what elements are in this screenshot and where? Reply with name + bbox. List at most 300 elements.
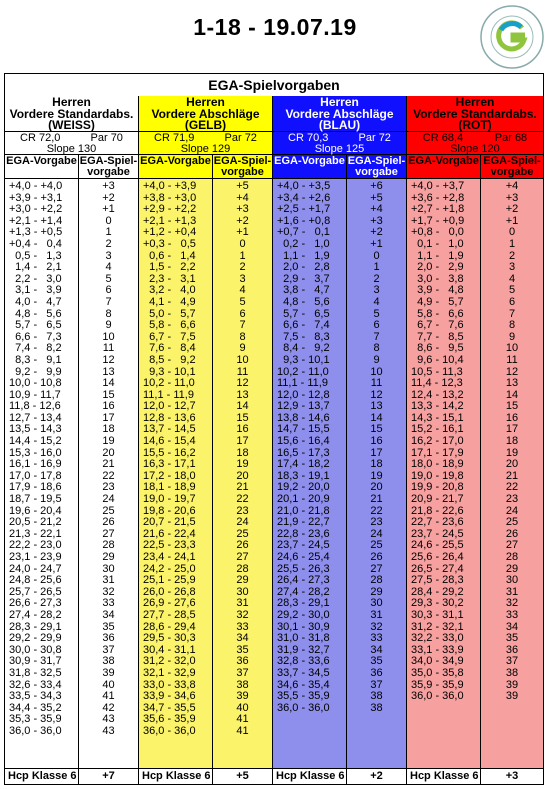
spielvorgabe-value: +2 [102, 191, 115, 204]
vorgabe-range: 23,4 - 24,1 [143, 551, 196, 563]
course-rating-block [407, 132, 543, 155]
tee-name: Vordere Abschläge [151, 106, 260, 121]
spielvorgabe-value: 38 [370, 701, 383, 714]
vorgabe-range: 33,5 - 34,3 [9, 690, 62, 703]
spielvorgabe-value: 6 [508, 295, 516, 308]
vorgabe-range: 0,1 - 1,0 [411, 237, 464, 250]
par-value: Par 72 [358, 132, 391, 144]
vorgabe-range: 24,0 - 24,7 [9, 562, 62, 575]
course-rating-block [139, 132, 272, 155]
spielvorgabe-value: 36 [370, 666, 383, 679]
spielvorgabe-value: 30 [236, 585, 249, 598]
vorgabe-range: 0,2 - 1,0 [277, 237, 330, 250]
vorgabe-range: 17,1 - 17,9 [411, 446, 464, 459]
vorgabe-range: 11,1 - 11,9 [143, 388, 194, 401]
vorgabe-range: 27,7 - 28,5 [143, 608, 196, 621]
vorgabe-range: 20,7 - 21,5 [143, 516, 196, 529]
vorgabe-range: 30,1 - 30,9 [277, 620, 330, 633]
vorgabe-range: 25,7 - 26,5 [9, 585, 62, 598]
header-ega-spielvorgabe: EGA-Spiel-vorgabe [213, 155, 272, 178]
spielvorgabe-value: 27 [370, 562, 383, 575]
vorgabe-range: +4,0 - +3,5 [277, 180, 331, 192]
spielvorgabe-value: 14 [370, 411, 383, 424]
table-footer [407, 768, 543, 784]
vorgabe-range: +0,4 - 0,4 [9, 237, 62, 250]
spielvorgabe-value: 31 [505, 585, 519, 598]
vorgabe-range: 15,5 - 16,2 [143, 446, 196, 459]
hcp-klasse-label: Hcp Klasse 6 [407, 769, 481, 784]
vorgabe-range: 32,1 - 32,9 [143, 666, 196, 679]
spielvorgabe-value: 34 [102, 608, 115, 621]
vorgabe-range: +2,5 - +1,7 [277, 203, 331, 216]
vorgabe-range: 5,7 - 6,5 [277, 307, 330, 320]
spielvorgabe-value: 0 [105, 214, 112, 227]
vorgabe-range: 35,5 - 35,9 [277, 690, 330, 703]
table-body [407, 179, 543, 768]
spielvorgabe-value: 27 [102, 527, 115, 540]
vorgabe-range: 10,0 - 10,8 [9, 377, 62, 390]
spielvorgabe-value: 15 [370, 423, 383, 436]
vorgabe-range: 19,0 - 19,7 [143, 493, 196, 506]
vorgabe-range: 24,6 - 25,4 [277, 551, 330, 563]
tee-name: Vordere Standardabs. [413, 106, 537, 121]
spielvorgabe-value: 26 [236, 539, 249, 552]
spielvorgabe-value: 32 [236, 608, 249, 621]
vorgabe-column [407, 179, 481, 768]
vorgabe-range: 7,5 - 8,3 [277, 330, 330, 343]
vorgabe-range: 26,0 - 26,8 [143, 585, 196, 598]
spielvorgabe-value: 17 [370, 446, 383, 459]
spielvorgabe-value: 6 [373, 319, 380, 332]
spielvorgabe-value: 29 [102, 551, 115, 563]
column-subheaders [273, 155, 406, 179]
spielvorgabe-value: 23 [102, 481, 115, 494]
vorgabe-range: 8,6 - 9,5 [411, 342, 464, 355]
spielvorgabe-value: 11 [236, 365, 249, 378]
spielvorgabe-value: 7 [239, 319, 246, 332]
slope-value: Slope 129 [180, 143, 231, 155]
spielvorgabe-value: 2 [105, 237, 112, 250]
vorgabe-range: +2,1 - +1,4 [9, 214, 63, 227]
spielvorgabe-value: 14 [102, 377, 115, 390]
spielvorgabe-value: 24 [236, 516, 249, 529]
spielvorgabe-value: 17 [102, 411, 115, 424]
vorgabe-range: 13,3 - 14,2 [411, 400, 464, 413]
vorgabe-range: 34,7 - 35,5 [143, 701, 196, 714]
spielvorgabe-value: 12 [102, 353, 115, 366]
table-body [273, 179, 406, 768]
vorgabe-range: 24,8 - 25,6 [9, 574, 62, 587]
spielvorgabe-value: 31 [370, 608, 383, 621]
vorgabe-range: 7,4 - 8,2 [9, 342, 62, 355]
spielvorgabe-value: 5 [105, 272, 112, 285]
spielvorgabe-value: 28 [236, 562, 249, 575]
spielvorgabe-value: 11 [102, 342, 115, 355]
vorgabe-column [139, 179, 213, 768]
vorgabe-range: 13,8 - 14,6 [277, 411, 330, 424]
table-body [139, 179, 272, 768]
spielvorgabe-value: 9 [373, 353, 380, 366]
vorgabe-range: 26,6 - 27,3 [9, 597, 62, 610]
vorgabe-range: 27,5 - 28,3 [411, 574, 464, 587]
spielvorgabe-value: 33 [505, 608, 519, 621]
table-title: EGA-Spielvorgaben [5, 74, 543, 97]
spielvorgabe-value: 33 [102, 597, 115, 610]
vorgabe-range: 6,7 - 7,5 [143, 330, 196, 343]
spielvorgabe-value: 8 [373, 342, 380, 355]
spielvorgabe-value: 1 [239, 249, 246, 262]
spielvorgabe-value: 0 [373, 249, 380, 262]
vorgabe-range: 3,8 - 4,7 [277, 284, 330, 297]
vorgabe-range: 8,4 - 9,2 [277, 342, 330, 355]
spielvorgabe-value: 7 [508, 307, 516, 320]
table-footer [5, 768, 138, 784]
spielvorgabe-value: 33 [236, 620, 249, 633]
vorgabe-range: +2,1 - +1,3 [143, 214, 197, 227]
vorgabe-range: 6,7 - 7,6 [411, 319, 464, 332]
spielvorgabe-value: +1 [370, 237, 383, 250]
column-subheaders [407, 155, 543, 179]
vorgabe-range: 4,8 - 5,6 [9, 307, 62, 320]
spielvorgabe-value: 25 [505, 516, 519, 529]
spielvorgabe-value: 10 [102, 330, 115, 343]
spielvorgabe-value: +1 [236, 226, 249, 239]
vorgabe-range: 26,4 - 27,3 [277, 574, 330, 587]
vorgabe-range: 4,0 - 4,7 [9, 295, 62, 308]
spielvorgabe-value: +2 [370, 226, 383, 239]
course-rating-block [5, 132, 138, 155]
vorgabe-range: 24,2 - 25,0 [143, 562, 196, 575]
spielvorgabe-value: 26 [370, 551, 383, 563]
slope-value: Slope 120 [450, 143, 500, 155]
spielvorgabe-value: 22 [505, 481, 519, 494]
hcp-klasse-value: +7 [102, 770, 115, 782]
spielvorgabe-value: 38 [370, 690, 383, 703]
spielvorgabe-value: 12 [370, 388, 383, 401]
vorgabe-range: 10,2 - 11,0 [143, 377, 195, 390]
vorgabe-range: 5,8 - 6,6 [411, 307, 464, 320]
vorgabe-range: 29,5 - 30,3 [143, 632, 196, 645]
spielvorgabe-value: 6 [105, 284, 112, 297]
spielvorgabe-value: 33 [370, 632, 383, 645]
spielvorgabe-value: 7 [373, 330, 380, 343]
vorgabe-range: 35,6 - 35,9 [143, 713, 196, 726]
vorgabe-range: 14,7 - 15,5 [277, 423, 330, 436]
spielvorgabe-value: 43 [102, 724, 115, 737]
header-ega-vorgabe: EGA-Vorgabe [139, 155, 213, 178]
vorgabe-range: +2,9 - +2,2 [143, 203, 197, 216]
course-rating: CR 71,9 [154, 132, 195, 144]
spielvorgabe-value: 0 [239, 237, 246, 250]
spielvorgabe-value: 2 [239, 261, 246, 274]
spielvorgabe-value: 19 [505, 446, 519, 459]
vorgabe-range: 5,7 - 6,5 [9, 319, 62, 332]
vorgabe-range: +3,4 - +2,6 [277, 191, 331, 204]
vorgabe-range: 21,0 - 21,8 [277, 504, 330, 517]
spielvorgabe-value: 16 [102, 400, 115, 413]
spielvorgabe-value: 32 [102, 585, 115, 598]
vorgabe-range: 19,9 - 20,8 [411, 481, 464, 494]
vorgabe-range: 16,2 - 17,0 [411, 435, 464, 448]
tee-column [5, 96, 139, 784]
spielvorgabe-value: 36 [505, 643, 519, 656]
vorgabe-range: +0,3 - 0,5 [143, 237, 196, 250]
spielvorgabe-value: +5 [236, 180, 249, 192]
spielvorgabe-value: 22 [236, 493, 249, 506]
spielvorgabe-value: 9 [508, 330, 516, 343]
vorgabe-range: 33,9 - 34,6 [143, 690, 196, 703]
vorgabe-range: 2,3 - 3,1 [143, 272, 196, 285]
spielvorgabe-value: 36 [236, 655, 249, 668]
vorgabe-range: 14,3 - 15,1 [411, 411, 464, 424]
spielvorgabe-value: 34 [236, 632, 249, 645]
spielvorgabe-value: 28 [102, 539, 115, 552]
vorgabe-range: 28,3 - 29,1 [9, 620, 62, 633]
spielvorgabe-value: 24 [505, 504, 519, 517]
vorgabe-range: 31,0 - 31,8 [277, 632, 330, 645]
vorgabe-range: 33,1 - 33,9 [411, 643, 464, 656]
column-subheaders [5, 155, 138, 179]
spielvorgabe-value: 2 [508, 249, 516, 262]
tee-header [139, 96, 272, 132]
vorgabe-range: +1,2 - +0,4 [143, 226, 197, 239]
vorgabe-range: 23,7 - 24,5 [277, 539, 330, 552]
spielvorgabe-value: +4 [505, 180, 519, 192]
spielvorgabe-value: 19 [236, 458, 249, 471]
tee-gender: Herren [186, 95, 225, 109]
tee-header [407, 96, 543, 132]
table-footer [139, 768, 272, 784]
vorgabe-range: 5,8 - 6,6 [143, 319, 196, 332]
vorgabe-range: 3,0 - 3,8 [411, 272, 464, 285]
tee-color: (ROT) [458, 118, 492, 132]
vorgabe-range: 34,0 - 34,9 [411, 655, 464, 668]
vorgabe-range: 16,3 - 17,1 [143, 458, 196, 471]
hcp-klasse-label: Hcp Klasse 6 [273, 769, 347, 784]
spielvorgabe-value: 21 [505, 469, 519, 482]
vorgabe-range: 21,9 - 22,7 [277, 516, 330, 529]
page-title: 1-18 - 19.07.19 [193, 14, 357, 40]
vorgabe-range: 18,7 - 19,5 [9, 493, 62, 506]
spielvorgabe-value: 18 [236, 446, 249, 459]
vorgabe-range: 1,5 - 2,2 [143, 261, 196, 274]
vorgabe-range: 12,9 - 13,7 [277, 400, 330, 413]
course-rating: CR 68,4 [422, 132, 464, 144]
vorgabe-range: 28,3 - 29,1 [277, 597, 330, 610]
spielvorgabe-value: 10 [505, 342, 519, 355]
vorgabe-range: +0,8 - 0,0 [411, 226, 464, 239]
spielvorgabe-value: 30 [505, 574, 519, 587]
vorgabe-range: 7,6 - 8,4 [143, 342, 196, 355]
vorgabe-range: 26,9 - 27,6 [143, 597, 196, 610]
spielvorgabe-value: 19 [370, 469, 383, 482]
spielvorgabe-value: 37 [370, 678, 383, 691]
spielvorgabe-value: 8 [239, 330, 246, 343]
spielvorgabe-value: 38 [505, 666, 519, 679]
vorgabe-range: +3,9 - +3,1 [9, 191, 63, 204]
vorgabe-range: 10,2 - 11,0 [277, 365, 329, 378]
spielvorgabe-value: 43 [102, 713, 115, 726]
hcp-klasse-value: +2 [370, 770, 383, 782]
vorgabe-range: 4,9 - 5,7 [411, 295, 464, 308]
spielvorgabe-value: 30 [370, 597, 383, 610]
vorgabe-range: 31,2 - 32,1 [411, 620, 464, 633]
table-body [5, 179, 138, 768]
vorgabe-range: 23,1 - 23,9 [9, 551, 62, 563]
vorgabe-range: 2,2 - 3,0 [9, 272, 62, 285]
spielvorgabe-value: 10 [236, 353, 249, 366]
spielvorgabe-value: 8 [508, 319, 516, 332]
spielvorgabe-value: +5 [370, 191, 383, 204]
vorgabe-range: 12,0 - 12,7 [143, 400, 196, 413]
vorgabe-range: +3,6 - +2,8 [411, 191, 465, 204]
spielvorgabe-value: 13 [102, 365, 115, 378]
vorgabe-range: +4,0 - +3,9 [143, 180, 197, 192]
spielvorgabe-value: 34 [505, 620, 519, 633]
vorgabe-range: +4,0 - +3,7 [411, 180, 465, 192]
spielvorgabe-value: 32 [505, 597, 519, 610]
vorgabe-range: 28,6 - 29,4 [143, 620, 196, 633]
spielvorgabe-value: 14 [236, 400, 249, 413]
spielvorgabe-value: 24 [102, 493, 115, 506]
spielvorgabe-value: +4 [370, 203, 383, 216]
header-ega-spielvorgabe: EGA-Spiel-vorgabe [79, 155, 138, 178]
column-subheaders [139, 155, 272, 179]
tee-color: (WEISS) [48, 118, 95, 132]
spielvorgabe-value: 17 [236, 435, 249, 448]
vorgabe-range: 19,0 - 19,8 [411, 469, 464, 482]
vorgabe-range: 6,6 - 7,4 [277, 319, 330, 332]
spielvorgabe-value: 27 [505, 539, 519, 552]
spielvorgabe-value: +2 [236, 214, 249, 227]
vorgabe-range: 1,4 - 2,1 [9, 261, 62, 274]
par-value: Par 72 [224, 132, 257, 144]
spielvorgabe-value: 13 [236, 388, 249, 401]
vorgabe-range: 22,8 - 23,6 [277, 527, 330, 540]
vorgabe-range: +3,8 - +3,0 [143, 191, 197, 204]
spielvorgabe-value: 5 [239, 295, 246, 308]
tee-header [273, 96, 406, 132]
vorgabe-range: 0,5 - 1,3 [9, 249, 62, 262]
slope-value: Slope 125 [314, 143, 365, 155]
spielvorgabe-value: 21 [102, 458, 115, 471]
vorgabe-range: 20,1 - 20,9 [277, 493, 330, 506]
vorgabe-range: +3,0 - +2,2 [9, 203, 63, 216]
vorgabe-range: 33,0 - 33,8 [143, 678, 196, 691]
spielvorgabe-value: 42 [102, 701, 115, 714]
spielvorgabe-value: 29 [236, 574, 249, 587]
vorgabe-range: 29,3 - 30,2 [411, 597, 464, 610]
spielvorgabe-value: 15 [505, 400, 519, 413]
hcp-klasse-value: +3 [505, 770, 519, 782]
spielvorgabe-value: +3 [102, 180, 115, 192]
vorgabe-range: 23,7 - 24,5 [411, 527, 464, 540]
spielvorgabe-value: 35 [505, 632, 519, 645]
spielvorgabe-column [347, 179, 406, 768]
spielvorgabe-value: +1 [505, 214, 519, 227]
vorgabe-range: 2,0 - 2,9 [411, 261, 464, 274]
vorgabe-range: 35,9 - 35,9 [411, 678, 464, 691]
vorgabe-range: +4,0 - +4,0 [9, 180, 63, 192]
vorgabe-range: 15,2 - 16,1 [411, 423, 464, 436]
spielvorgabe-value: 13 [370, 400, 383, 413]
vorgabe-range: 12,8 - 13,6 [143, 411, 196, 424]
vorgabe-range: 16,5 - 17,3 [277, 446, 330, 459]
spielvorgabe-value: +6 [370, 180, 383, 192]
spielvorgabe-value: 37 [236, 666, 249, 679]
spielvorgabe-value: 4 [373, 295, 380, 308]
spielvorgabe-value: 27 [236, 551, 249, 563]
spielvorgabe-value: 37 [102, 643, 115, 656]
vorgabe-range: +1,7 - +0,9 [411, 214, 465, 227]
spielvorgabe-value: 40 [102, 678, 115, 691]
tee-column [139, 96, 273, 784]
spielvorgabe-value: 22 [102, 469, 115, 482]
vorgabe-range: 9,6 - 10,4 [411, 353, 464, 366]
spielvorgabe-value: 28 [370, 574, 383, 587]
tee-gender: Herren [455, 95, 495, 109]
spielvorgabe-value: 6 [239, 307, 246, 320]
spielvorgabe-value: 5 [373, 307, 380, 320]
vorgabe-range: 30,9 - 31,7 [9, 655, 62, 668]
vorgabe-range: 7,7 - 8,5 [411, 330, 464, 343]
vorgabe-range: 14,6 - 15,4 [143, 435, 196, 448]
vorgabe-range: 35,0 - 35,8 [411, 666, 464, 679]
vorgabe-range: 19,2 - 20,0 [277, 481, 330, 494]
vorgabe-range: 20,9 - 21,7 [411, 493, 464, 506]
vorgabe-range: 27,4 - 28,2 [9, 608, 62, 621]
vorgabe-range: 9,2 - 9,9 [9, 365, 62, 378]
spielvorgabe-value: 35 [236, 643, 249, 656]
spielvorgabe-value: 3 [239, 272, 246, 285]
spielvorgabe-value: 37 [505, 655, 519, 668]
spielvorgabe-value: +4 [236, 191, 249, 204]
vorgabe-range: 8,5 - 9,2 [143, 353, 196, 366]
spielvorgabe-value: 1 [373, 261, 380, 274]
spielvorgabe-value: 39 [102, 666, 115, 679]
vorgabe-range: 30,4 - 31,1 [143, 643, 196, 656]
spielvorgabe-value: 25 [102, 504, 115, 517]
spielvorgabe-value: 11 [506, 353, 518, 366]
spielvorgabe-value: +2 [505, 203, 519, 216]
vorgabe-range: 36,0 - 36,0 [411, 690, 464, 703]
header-ega-vorgabe: EGA-Vorgabe [273, 155, 347, 178]
spielvorgabe-value: 31 [236, 597, 249, 610]
spielvorgabe-value: 16 [236, 423, 249, 436]
slope-value: Slope 130 [46, 143, 97, 155]
vorgabe-range: 3,2 - 4,0 [143, 284, 196, 297]
header-ega-vorgabe: EGA-Vorgabe [407, 155, 481, 178]
spielvorgabe-value: 20 [505, 458, 519, 471]
vorgabe-range: 33,7 - 34,5 [277, 666, 330, 679]
spielvorgabe-value: 23 [505, 493, 519, 506]
vorgabe-range: 32,2 - 33,0 [411, 632, 464, 645]
spielvorgabe-value: 40 [236, 701, 249, 714]
spielvorgabe-value: 1 [508, 237, 516, 250]
vorgabe-range: 24,6 - 25,5 [411, 539, 464, 552]
vorgabe-range: +2,7 - +1,8 [411, 203, 465, 216]
spielvorgabe-value: 21 [370, 493, 383, 506]
spielvorgabe-column [79, 179, 138, 768]
spielvorgabe-value: 36 [102, 632, 115, 645]
spielvorgabe-value: 41 [236, 724, 249, 737]
vorgabe-range: 25,5 - 26,3 [277, 562, 330, 575]
header-ega-spielvorgabe: EGA-Spiel-vorgabe [483, 155, 541, 178]
vorgabe-range: 11,1 - 11,9 [277, 377, 328, 390]
tee-column [273, 96, 407, 784]
vorgabe-range: 15,3 - 16,0 [9, 446, 62, 459]
spielvorgabe-value: 26 [505, 527, 519, 540]
